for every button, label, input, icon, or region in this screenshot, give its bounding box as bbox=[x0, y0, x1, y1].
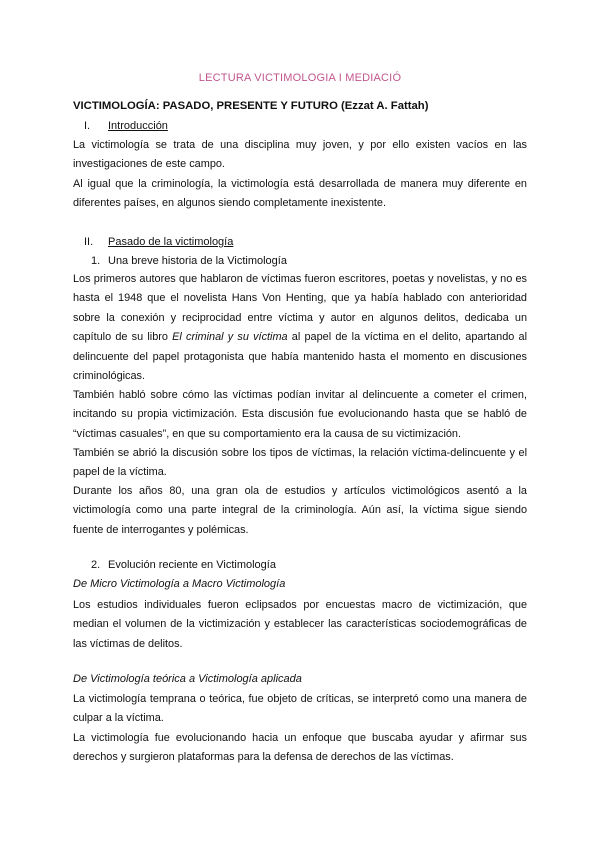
intro-paragraph-1: La victimología se trata de una disciplina muy joven, y por ello existen vacíos en las investigaciones de este campo. bbox=[73, 139, 527, 171]
main-heading: VICTIMOLOGÍA: PASADO, PRESENTE Y FUTURO (Ezzat A. Fattah) bbox=[73, 100, 429, 112]
intro-paragraph-2: Al igual que la criminología, la victimología está desarrollada de manera muy diferente en diferentes países, en algunos siendo completamente inexistente. bbox=[73, 178, 527, 210]
micro-macro-subtitle: De Micro Victimología a Macro Victimología bbox=[73, 578, 286, 590]
subsection-2-heading bbox=[91, 559, 276, 571]
subsection-2-number: 2. bbox=[91, 559, 101, 571]
section-1-heading bbox=[84, 120, 168, 132]
document-title: LECTURA VICTIMOLOGIA I MEDIACIÓ bbox=[198, 72, 402, 84]
history-paragraph-1 bbox=[73, 270, 527, 386]
section-1-label: Introducción bbox=[108, 120, 168, 132]
history-paragraph-4: Durante los años 80, una gran ola de estudios y artículos victimológicos asentó a la victimología como una parte integral de la criminología. Aún así, la víctima sigue siendo fuente de interrogantes y polémicas. bbox=[73, 485, 527, 536]
subsection-1-heading bbox=[91, 255, 287, 267]
subsection-1-number: 1. bbox=[91, 255, 101, 267]
applied-paragraph-2: La victimología fue evolucionando hacia un enfoque que buscaba ayudar y afirmar sus derechos y surgieron plataformas para la defensa de derechos de las víctimas. bbox=[73, 732, 527, 764]
theory-applied-subtitle: De Victimología teórica a Victimología aplicada bbox=[73, 673, 302, 685]
history-paragraph-2: También habló sobre cómo las víctimas podían invitar al delincuente a cometer el crimen, incitando su propia victimización. Esta discusión fue evolucionando hasta que se habló de “víctimas casuales”, en que su comportamiento era la causa de su victimización. bbox=[73, 389, 527, 440]
subsection-1-label: Una breve historia de la Victimología bbox=[108, 255, 287, 267]
book-title: El criminal y su víctima bbox=[172, 331, 288, 344]
subsection-2-label: Evolución reciente en Victimología bbox=[108, 559, 276, 571]
section-2-heading bbox=[84, 236, 233, 248]
micro-macro-paragraph: Los estudios individuales fueron eclipsados por encuestas macro de victimización, que median el volumen de la victimización y establecer las características sociodemográficas de las víctimas de delitos. bbox=[73, 599, 527, 650]
history-paragraph-3: También se abrió la discusión sobre los tipos de víctimas, la relación víctima-delincuente y el papel de la víctima. bbox=[73, 447, 527, 479]
section-1-number: I. bbox=[84, 120, 91, 132]
section-2-number: II. bbox=[84, 236, 94, 248]
history-paragraph-1-end: al papel de la víctima en el delito, apartando al delincuente del papel protagonista que había mantenido hasta el momento en discusiones criminológicas. bbox=[73, 331, 528, 383]
history-paragraph-1-start: Los primeros autores que hablaron de víctimas fueron escritores, poetas y novelistas, y no es hasta el 1948 que el novelista Hans Von Henting, que ya había hablado con anterioridad sobre la conexión y reciprocidad entre víctima y autor en algunos delitos, dedicaba un capítulo de su libro bbox=[73, 273, 527, 344]
section-2-label: Pasado de la victimología bbox=[108, 236, 234, 248]
applied-paragraph-1: La victimología temprana o teórica, fue objeto de críticas, se interpretó como una manera de culpar a la víctima. bbox=[73, 693, 527, 725]
